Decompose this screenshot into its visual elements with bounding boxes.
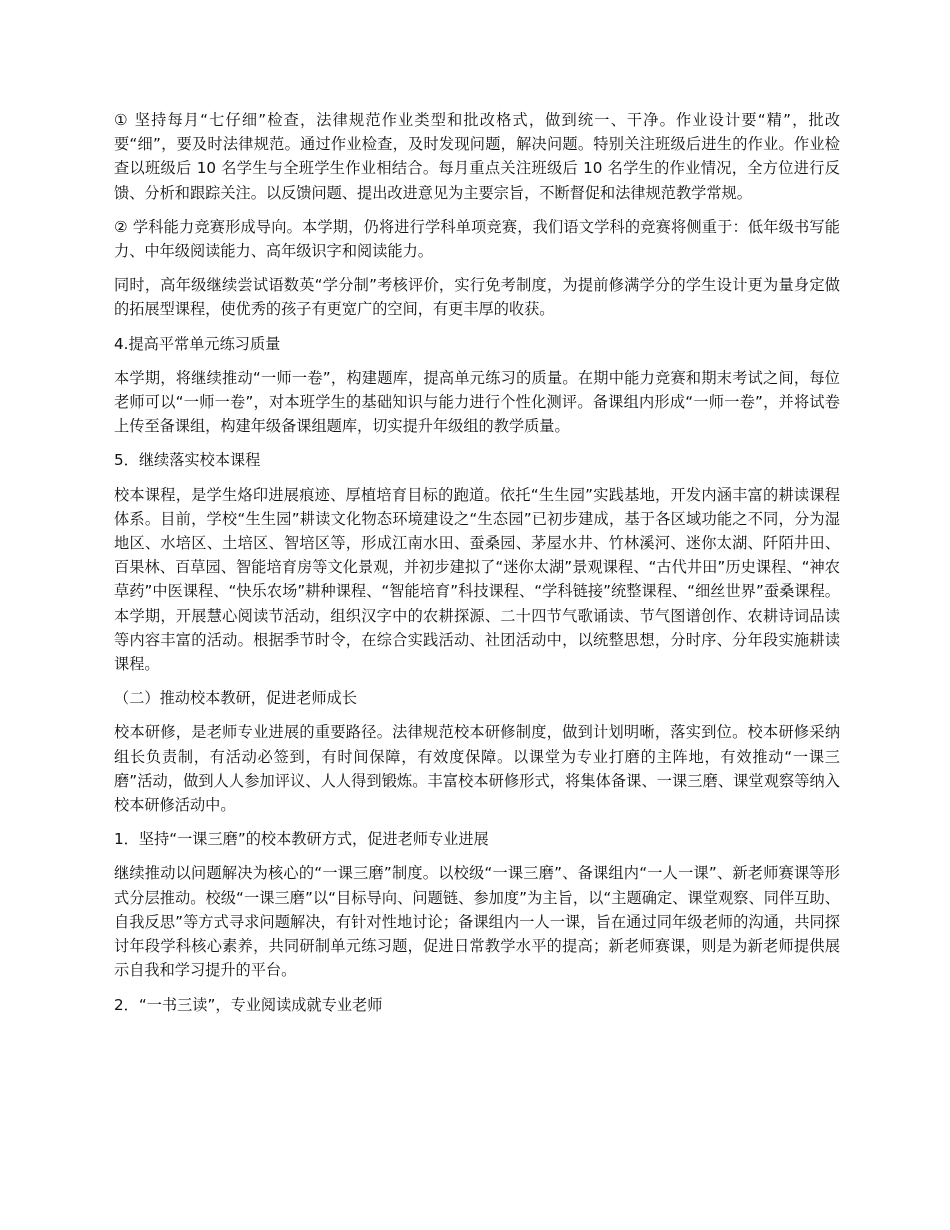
heading-unit-practice: 4.提高平常单元练习质量 xyxy=(114,334,281,353)
paragraph-one-lesson-three-polish: 继续推动以问题解决为核心的“一课三磨”制度。以校级“一课三磨”、备课组内“一人一课”、新老师赛课等形式分层推动。校级“一课三磨”以“目标导向、问题链、参加度”为主旨，以“主题确定、课堂观察、同伴互助、自我反思”等方式寻求问题解决，有针对性地讨论；备课组内一人一课，旨在通过同年级老师的沟通，共同探讨年段学科核心素养，共同研制单元练习题，促进日常教学水平的提高；新老师赛课，则是为新老师提供展示自我和学习提升的平台。 xyxy=(114,864,840,980)
heading-school-research: （二）推动校本教研，促进老师成长 xyxy=(114,689,357,708)
paragraph-subject-competition: ② 学科能力竞赛形成导向。本学期，仍将进行学科单项竞赛，我们语文学科的竞赛将侧重于：低年级书写能力、中年级阅读能力、高年级识字和阅读能力。 xyxy=(114,217,840,261)
paragraph-school-research: 校本研修，是老师专业进展的重要路径。法律规范校本研修制度，做到计划明晰，落实到位。校本研修采纳组长负责制，有活动必签到，有时间保障，有效度保障。以课堂为专业打磨的主阵地，有效推动“一课三磨”活动，做到人人参加评议、人人得到锻炼。丰富校本研修形式，将集体备课、一课三磨、课堂观察等纳入校本研修活动中。 xyxy=(114,723,840,815)
paragraph-school-curriculum: 校本课程，是学生烙印进展痕迹、厚植培育目标的跑道。依托“生生园”实践基地，开发内涵丰富的耕读课程体系。目前，学校“生生园”耕读文化物态环境建设之“生态园”已初步建成，基于各区域功能之不同，分为湿地区、水培区、土培区、智培区等，形成江南水田、蚕桑园、茅屋水井、竹林溪河、迷你太湖、阡陌井田、百果林、百草园、智能培育房等文化景观，并初步建拟了“迷你太湖”景观课程、“古代井田”历史课程、“神农草药”中医课程、“快乐农场”耕种课程、“智能培育”科技课程、“学科链接”统整课程、“细丝世界”蚕桑课程。本学期，开展慧心阅读节活动，组织汉字中的农耕探源、二十四节气歌诵读、节气图谱创作、农耕诗词品读等内容丰富的活动。根据季节时令，在综合实践活动、社团活动中，以统整思想，分时序、分年段实施耕读课程。 xyxy=(114,485,840,674)
paragraph-credit-system: 同时，高年级继续尝试语数英“学分制”考核评价，实行免考制度，为提前修满学分的学生设计更为量身定做的拓展型课程，使优秀的孩子有更宽广的空间，有更丰厚的收获。 xyxy=(114,276,840,319)
paragraph-homework-check: ① 坚持每月“七仔细”检查，法律规范作业类型和批改格式，做到统一、干净。作业设计要“精”，批改要“细”，要及时法律规范。通过作业检查，及时发现问题，解决问题。特别关注班级后进生的作业。作业检查以班级后 10 名学生与全班学生作业相结合。每月重点关注班级后 10 名学生的作业情况，全方位进行反馈、分析和跟踪关注。以反馈问题、提出改进意见为主要宗旨，不断督促和法律规范教学常规。 xyxy=(114,111,840,202)
heading-school-curriculum: 5．继续落实校本课程 xyxy=(114,451,261,470)
document-page xyxy=(114,108,840,1027)
heading-one-book-three-reads: 2．“一书三读”，专业阅读成就专业老师 xyxy=(114,995,383,1014)
paragraph-one-teacher-one-paper: 本学期，将继续推动“一师一卷”，构建题库，提高单元练习的质量。在期中能力竞赛和期末考试之间，每位老师可以“一师一卷”，对本班学生的基础知识与能力进行个性化测评。备课组内形成“一师一卷”，并将试卷上传至备课组，构建年级备课组题库，切实提升年级组的教学质量。 xyxy=(114,368,840,436)
heading-one-lesson-three-polish: 1．坚持“一课三磨”的校本教研方式，促进老师专业进展 xyxy=(114,830,489,849)
